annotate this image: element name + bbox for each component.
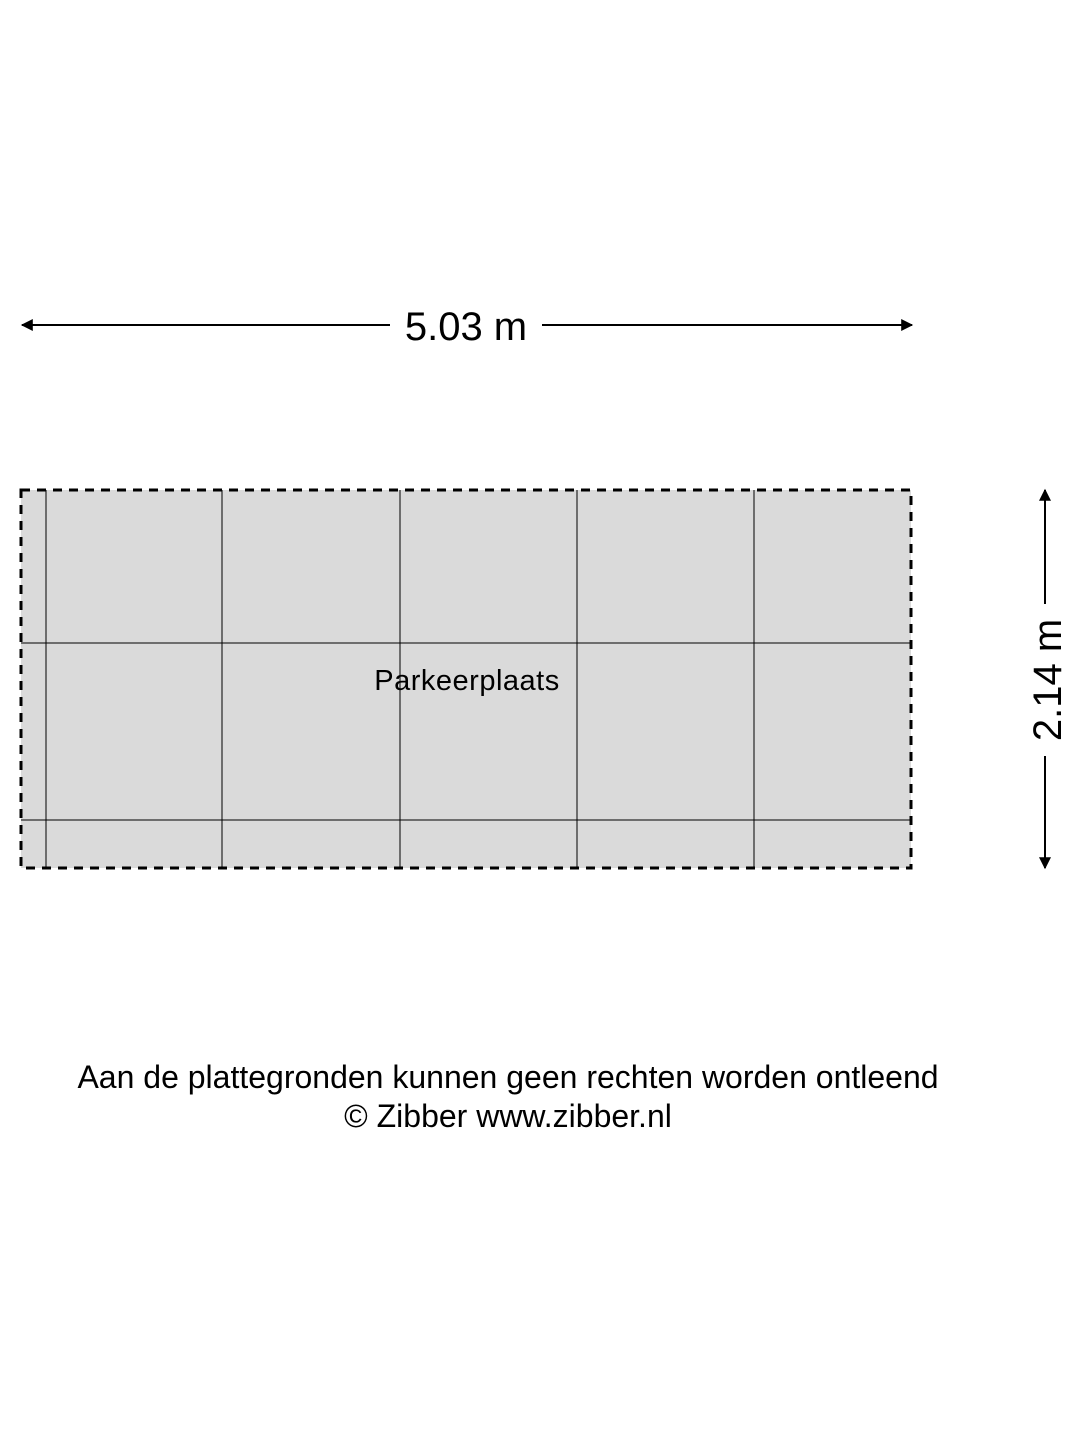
height-dimension (1026, 490, 1070, 868)
width-dimension-label: 5.03 m (404, 305, 528, 349)
width-dimension (22, 305, 912, 349)
copyright-text: © Zibber www.zibber.nl (344, 1098, 672, 1134)
room-label: Parkeerplaats (374, 665, 560, 697)
height-dimension-label: 2.14 m (1026, 618, 1070, 742)
disclaimer-text: Aan de plattegronden kunnen geen rechten worden ontleend (77, 1059, 939, 1095)
